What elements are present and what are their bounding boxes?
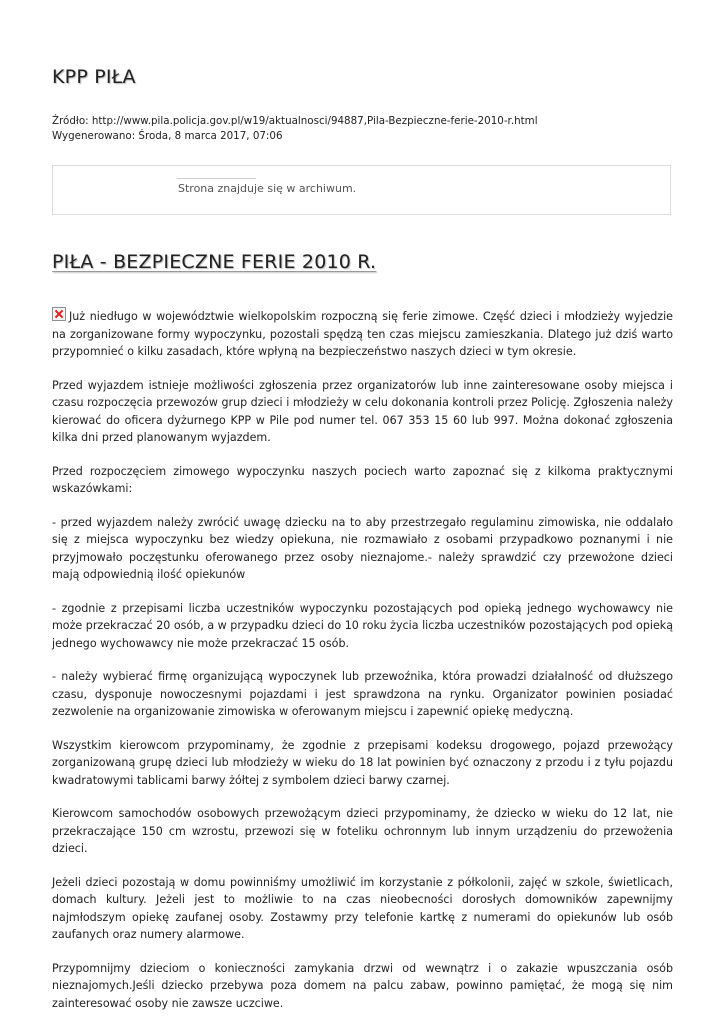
archive-divider (177, 178, 256, 179)
article-paragraph: Przed wyjazdem istnieje możliwości zgłoszenia przez organizatorów lub inne zainteresowane osoby miejsca i czasu rozpoczęcia przewozów grup dzieci i młodzieży w celu dokonania kontroli przez Policję. Zgłoszenia należy kierować do oficera dyżurnego KPP w Pile pod numer tel. 067 353 15 60 lub 997. Można dokonać zgłoszenia kilka dni przed planowanym wyjazdem. (52, 378, 673, 444)
article-paragraph: Przypomnijmy dzieciom o konieczności zamykania drzwi od wewnątrz i o zakazie wpuszczania osób nieznajomych.Jeśli dziecko przebywa poza domem na palcu zabaw, powinno pamiętać, że mogą się nim zainteresować osoby nie zawsze uczciwe. (52, 961, 673, 1010)
article-paragraph: Przed rozpoczęciem zimowego wypoczynku naszych pociech warto zapoznać się z kilkoma praktycznymi wskazówkami: (52, 464, 673, 495)
article-paragraph: Wszystkim kierowcom przypominamy, że zgodnie z przepisami kodeksu drogowego, pojazd przewożący zorganizowaną grupę dzieci lub młodzieży w wieku do 18 lat powinien być oznaczony z przodu i z tyłu pojazdu kwadratowymi tablicami barwy żółtej z symbolem dzieci barwy czarnej. (52, 738, 673, 787)
article-paragraph: - przed wyjazdem należy zwrócić uwagę dziecku na to aby przestrzegało regulaminu zimowiska, nie oddalało się z miejsca wypoczynku bez wiedzy opiekuna, nie rozmawiało z osobami przypadkowo poznanymi i nie przyjmowało poczęstunku oferowanego przez osoby nieznajome.- należy sprawdzić czy przewożone dzieci mają odpowiednią ilość opiekunów (52, 515, 673, 581)
document-meta (52, 114, 538, 143)
article-paragraph: Kierowcom samochodów osobowych przewożącym dzieci przypominamy, że dziecko w wieku do 12 lat, nie przekraczające 150 cm wzrostu, przewozi się w foteliku ochronnym lub innym urządzeniu do przewożenia dzieci. (52, 807, 673, 855)
archive-notice-box (52, 165, 671, 215)
broken-image-icon (52, 307, 66, 321)
article-paragraph: Jeżeli dzieci pozostają w domu powinniśmy umożliwić im korzystanie z półkolonii, zajęć w szkole, świetlicach, domach kultury. Jeżeli jest to możliwie to na czas nieobecności dorosłych domowników zapewnijmy najmłodszym opiekę zaufanej osoby. Zostawmy przy telefonie kartkę z numerami do opiekunów lub osób zaufanych oraz numery alarmowe. (52, 875, 673, 941)
archive-notice-text: Strona znajduje się w archiwum. (178, 182, 357, 195)
site-title: KPP PIŁA (52, 66, 136, 88)
article-body (52, 307, 673, 1028)
article-paragraph: - zgodnie z przepisami liczba uczestników wypoczynku pozostających pod opieką jednego wychowawcy nie może przekraczać 20 osób, a w przypadku dzieci do 10 roku życia liczba uczestników pozostających pod opieką jednego wychowawcy nie może przekraczać 15 osób. (52, 601, 673, 650)
generated-date: Wygenerowano: Środa, 8 marca 2017, 07:06 (52, 129, 283, 142)
source-url: Źródło: http://www.pila.policja.gov.pl/w19/aktualnosci/94887,Pila-Bezpieczne-ferie-2010-r.html (52, 115, 538, 127)
article-paragraph: - należy wybierać firmę organizującą wypoczynek lub przewoźnika, która prowadzi działalność od dłuższego czasu, dysponuje nowoczesnymi pojazdami i jest sprawdzona na rynku. Organizator powinien posiadać zezwolenie na organizowanie zimowiska w oferowanym miejscu i zapewnić opiekę medyczną. (52, 670, 673, 718)
article-paragraph (52, 307, 673, 361)
paragraph-text: Już niedługo w województwie wielkopolskim rozpoczną się ferie zimowe. Część dzieci i młodzieży wyjedzie na zorganizowane formy wypoczynku, pozostali spędzą ten czas miejscu zamieszkania. Dlatego już dziś warto przypomnieć o kilku zasadach, które wpłyną na bezpieczeństwo naszych dzieci w tym okresie. (52, 310, 673, 358)
article-title: PIŁA - BEZPIECZNE FERIE 2010 R. (52, 251, 377, 273)
